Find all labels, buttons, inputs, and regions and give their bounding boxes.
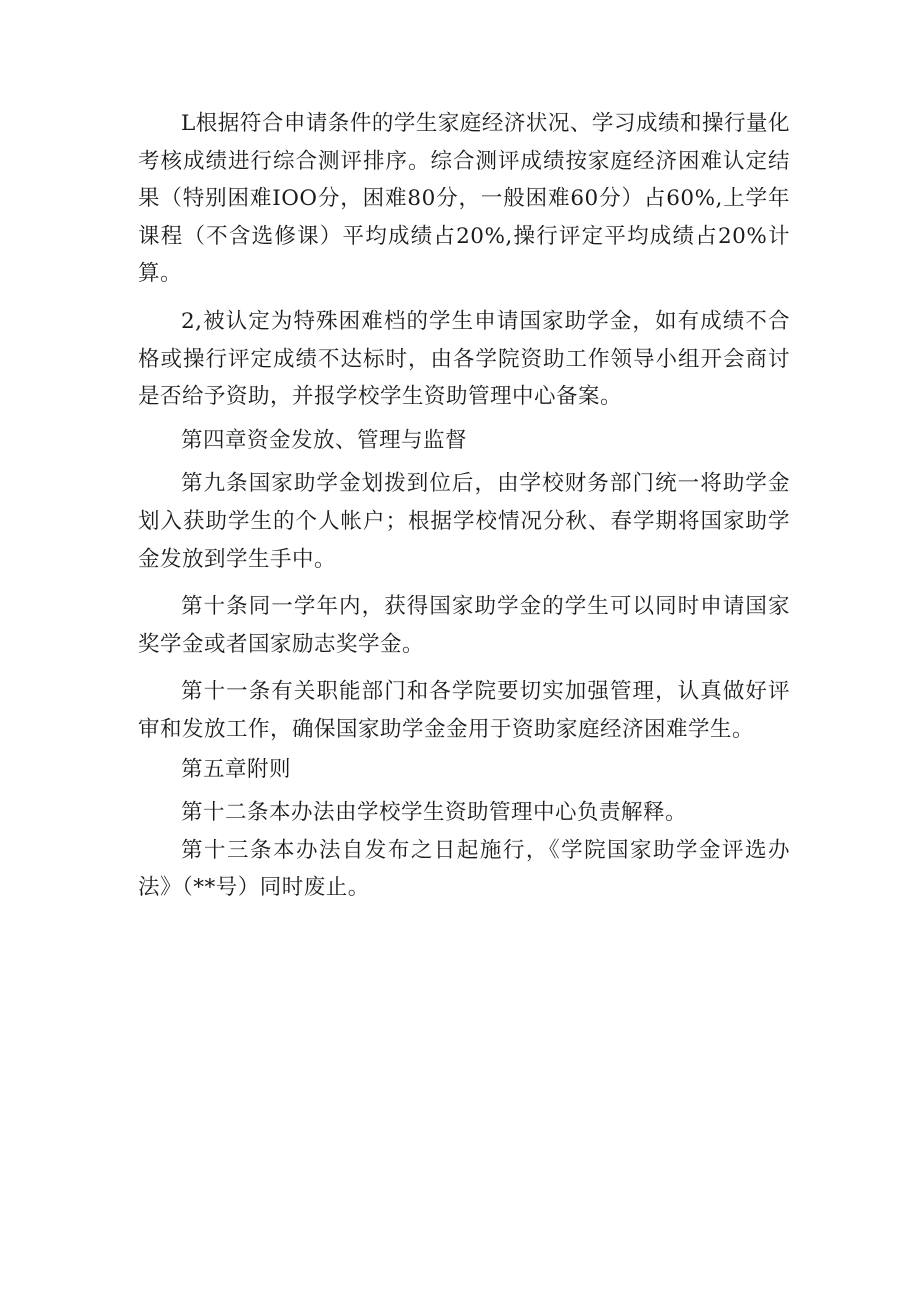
paragraph-evaluation-ranking: L根据符合申请条件的学生家庭经济状况、学习成绩和操行量化考核成绩进行综合测评排序。综合测评成绩按家庭经济困难认定结果（特别困难IOO分，困难80分，一般困难60分）占60%,上学年课程（不含选修课）平均成绩占20%,操行评定平均成绩占20%计算。 bbox=[138, 111, 790, 287]
article-eleven: 第十一条有关职能部门和各学院要切实加强管理，认真做好评审和发放工作，确保国家助学金金用于资助家庭经济困难学生。 bbox=[138, 679, 790, 742]
chapter-four-heading: 第四章资金发放、管理与监督 bbox=[181, 427, 468, 453]
paragraph-special-difficulty: 2,被认定为特殊困难档的学生申请国家助学金，如有成绩不合格或操行评定成绩不达标时，由各学院资助工作领导小组开会商讨是否给予资助，并报学校学生资助管理中心备案。 bbox=[138, 308, 790, 410]
document-page bbox=[138, 105, 790, 907]
article-thirteen: 第十三条本办法自发布之日起施行，《学院国家助学金评选办法》（**号）同时废止。 bbox=[138, 837, 790, 901]
article-ten: 第十条同一学年内，获得国家助学金的学生可以同时申请国家奖学金或者国家励志奖学金。 bbox=[138, 594, 790, 657]
article-nine: 第九条国家助学金划拨到位后，由学校财务部门统一将助学金划入获助学生的个人帐户；根据学校情况分秋、春学期将国家助学金发放到学生手中。 bbox=[138, 471, 790, 572]
chapter-five-heading: 第五章附则 bbox=[181, 756, 292, 782]
article-twelve: 第十二条本办法由学校学生资助管理中心负责解释。 bbox=[181, 800, 688, 826]
